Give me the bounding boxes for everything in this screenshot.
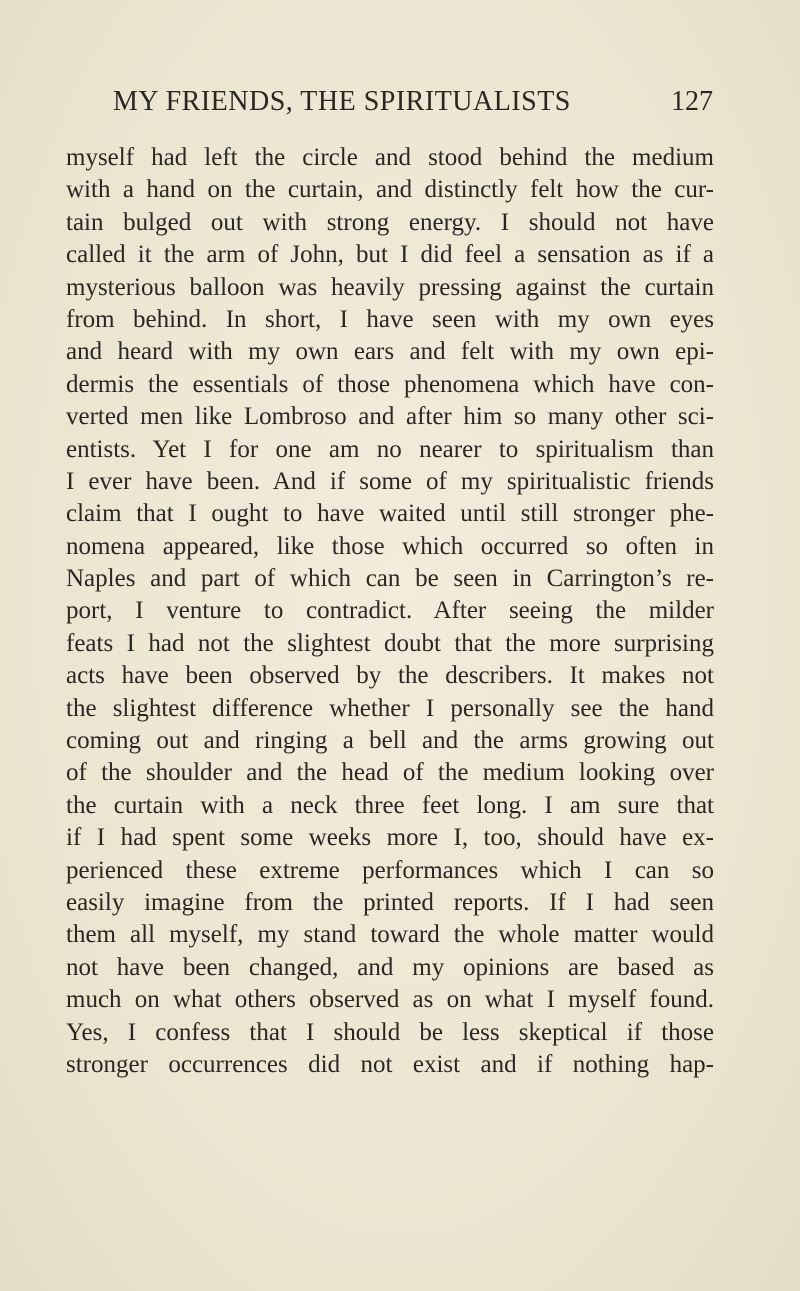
text-line: perienced these extreme performances which I can so [66,856,714,884]
text-line: not have been changed, and my opinions are based as [66,953,714,981]
text-line: Yes, I confess that I should be less skeptical if those [66,1018,714,1046]
text-line: stronger occurrences did not exist and if nothing hap- [66,1050,714,1078]
text-line: nomena appeared, like those which occurred so often in [66,532,714,560]
text-line: entists. Yet I for one am no nearer to spiritualism than [66,435,714,463]
text-line: coming out and ringing a bell and the arms growing out [66,727,714,755]
text-line: them all myself, my stand toward the whole matter would [66,921,714,949]
text-line: from behind. In short, I have seen with my own eyes [66,305,714,333]
page-number: 127 [671,86,713,117]
text-line: easily imagine from the printed reports. If I had seen [66,888,714,916]
text-line: acts have been observed by the describers. It makes not [66,662,714,690]
text-line: mysterious balloon was heavily pressing against the curtain [66,273,714,301]
text-line: and heard with my own ears and felt with my own epi- [66,338,714,366]
text-line: if I had spent some weeks more I, too, should have ex- [66,824,714,852]
page-header [113,86,713,126]
body-text [66,142,714,1081]
text-line: of the shoulder and the head of the medium looking over [66,759,714,787]
text-line: verted men like Lombroso and after him so many other sci- [66,403,714,431]
text-line: called it the arm of John, but I did feel a sensation as if a [66,241,714,269]
text-line: the curtain with a neck three feet long. I am sure that [66,791,714,819]
text-line: port, I venture to contradict. After seeing the milder [66,597,714,625]
text-line: feats I had not the slightest doubt that the more surprising [66,629,714,657]
text-line: myself had left the circle and stood behind the medium [66,144,714,171]
text-line: claim that I ought to have waited until still stronger phe- [66,500,714,528]
text-line: much on what others observed as on what I myself found. [66,986,714,1014]
text-line: the slightest difference whether I personally see the hand [66,694,714,722]
text-line: I ever have been. And if some of my spiritualistic friends [66,467,714,495]
text-line: dermis the essentials of those phenomena which have con- [66,370,714,398]
text-line: with a hand on the curtain, and distinctly felt how the cur- [66,176,714,204]
running-head: MY FRIENDS, THE SPIRITUALISTS [113,86,571,117]
text-line: Naples and part of which can be seen in Carrington’s re- [66,565,714,593]
text-line: tain bulged out with strong energy. I should not have [66,208,714,236]
